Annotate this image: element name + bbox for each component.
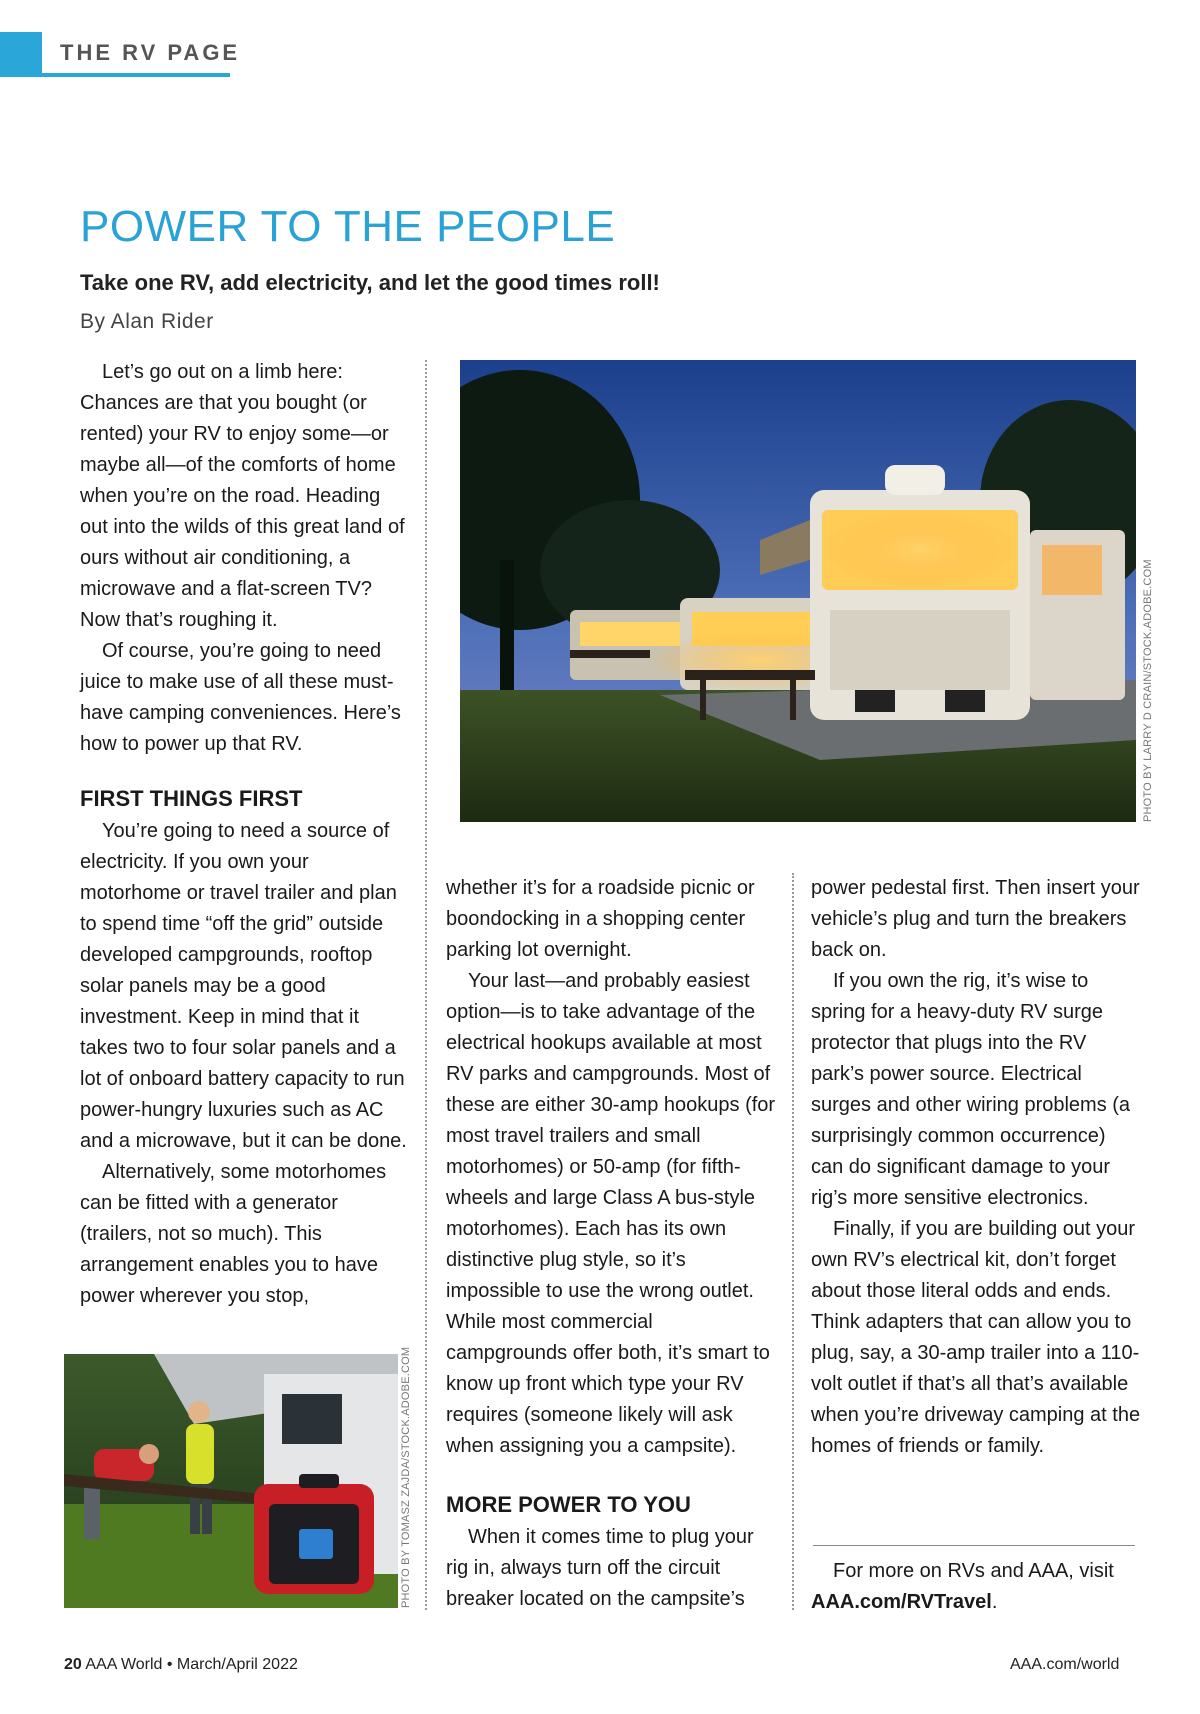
article-subhead: Take one RV, add electricity, and let the good times roll!	[80, 270, 660, 295]
page-number: 20	[64, 1656, 82, 1673]
photo-credit: PHOTO BY TOMASZ ZAJDA/STOCK.ADOBE.COM	[400, 1346, 412, 1608]
section-tag-bar	[0, 32, 42, 77]
cta-end: .	[991, 1591, 998, 1613]
paragraph: When it comes time to plug your rig in, always turn off the circuit breaker located on the campsite’s	[446, 1526, 754, 1610]
column-divider	[792, 873, 794, 1610]
cta-divider	[813, 1545, 1135, 1546]
cta-text: For more on RVs and AAA, visit	[833, 1560, 1114, 1582]
paragraph: You’re going to need a source of electricity. If you own your motorhome or travel trailer and plan to spend time “off the grid” outside developed campgrounds, rooftop solar panels may be a good investment. Keep in mind that it takes two to four solar panels and a lot of onboard battery capacity to run power-hungry luxuries such as AC and a microwave, but it can be done.	[80, 820, 407, 1152]
generator-camping-photo	[64, 1354, 398, 1608]
publication-name: AAA World • March/April 2022	[85, 1656, 298, 1673]
paragraph: Of course, you’re going to need juice to make use of all these must-have camping conveniences. Here’s how to power up that RV.	[80, 640, 401, 755]
footer-left	[64, 1656, 298, 1674]
column-divider	[425, 360, 427, 1610]
cta-box	[811, 1556, 1141, 1618]
paragraph: Your last—and probably easiest option—is to take advantage of the electrical hookups available at most RV parks and campgrounds. Most of these are either 30-amp hookups (for most travel trailers and small motorhomes) or 50-amp (for fifth-wheels and large Class A bus-style motorhomes). Each has its own distinctive plug style, so it’s impossible to use the wrong outlet. While most commercial campgrounds offer both, it’s smart to know up front which type your RV requires (someone likely will ask when assigning you a campsite).	[446, 970, 776, 1457]
section-tag-underline	[42, 73, 230, 77]
paragraph: whether it’s for a roadside picnic or boondocking in a shopping center parking lot overnight.	[446, 877, 755, 961]
paragraph: If you own the rig, it’s wise to spring for a heavy-duty RV surge protector that plugs into the RV park’s power source. Electrical surges and other wiring problems (a surprisingly common occurrence) can do significant damage to your rig’s more sensitive electronics.	[811, 970, 1131, 1209]
section-heading: FIRST THINGS FIRST	[80, 786, 303, 811]
article-column-2	[446, 873, 776, 1615]
section-heading: MORE POWER TO YOU	[446, 1492, 691, 1517]
section-tag: THE RV PAGE	[60, 40, 241, 65]
article-headline: POWER TO THE PEOPLE	[80, 202, 616, 251]
article-byline: By Alan Rider	[80, 310, 214, 333]
paragraph: Let’s go out on a limb here: Chances are that you bought (or rented) your RV to enjoy some—or maybe all—of the comforts of home when you’re on the road. Heading out into the wilds of this great land of ours without air conditioning, a microwave and a flat-screen TV? Now that’s roughing it.	[80, 361, 405, 631]
cta-link[interactable]: AAA.com/RVTravel	[811, 1591, 992, 1613]
paragraph: power pedestal first. Then insert your vehicle’s plug and turn the breakers back on.	[811, 877, 1140, 961]
footer-url[interactable]: AAA.com/world	[1010, 1656, 1120, 1673]
article-column-3	[811, 873, 1141, 1462]
paragraph: Finally, if you are building out your own RV’s electrical kit, don’t forget about those literal odds and ends. Think adapters that can allow you to plug, say, a 30-amp trailer into a 110-volt outlet if that’s all that’s available when you’re driveway camping at the homes of friends or family.	[811, 1218, 1141, 1457]
article-column-1	[80, 357, 410, 1312]
rv-campground-photo	[460, 360, 1136, 822]
photo-credit: PHOTO BY LARRY D CRAIN/STOCK.ADOBE.COM	[1142, 559, 1154, 822]
paragraph: Alternatively, some motorhomes can be fitted with a generator (trailers, not so much). This arrangement enables you to have power wherever you stop,	[80, 1161, 387, 1307]
